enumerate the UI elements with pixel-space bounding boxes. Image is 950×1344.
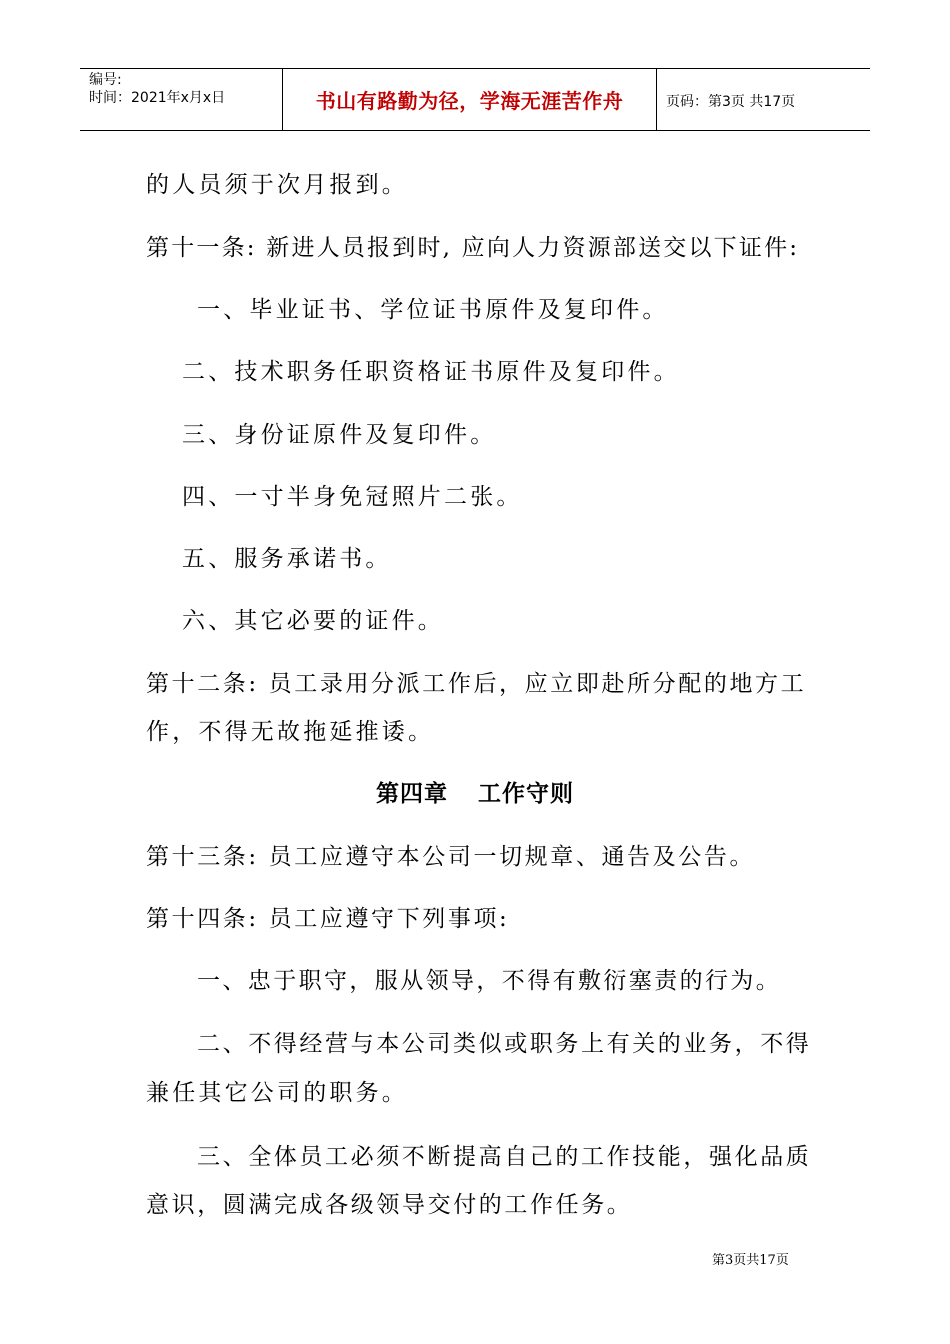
list-item: 一、毕业证书、学位证书原件及复印件。 [197,297,669,323]
list-item: 二、不得经营与本公司类似或职务上有关的业务，不得 [197,1031,812,1057]
article-12: 第十二条: 员工录用分派工作后，应立即赴所分配的地方工 [146,671,807,697]
chapter-number: 第四章 [376,780,448,807]
article-11: 第十一条: 新进人员报到时, 应向人力资源部送交以下证件: [146,235,800,261]
article-13: 第十三条: 员工应遵守本公司一切规章、通告及公告。 [146,844,756,870]
body-line: 的人员须于次月报到。 [146,172,408,198]
list-item: 四、一寸半身免冠照片二张。 [182,484,523,510]
list-item: 一、忠于职守，服从领导，不得有敷衍塞责的行为。 [197,968,782,994]
header-motto: 书山有路勤为径，学海无涯苦作舟 [315,89,624,113]
header-motto-cell [282,69,657,130]
article-14: 第十四条: 员工应遵守下列事项: [146,906,510,932]
list-item: 五、服务承诺书。 [182,546,392,572]
document-number: 编号: [89,72,122,88]
list-item: 二、技术职务任职资格证书原件及复印件。 [182,359,680,385]
chapter-title: 工作守则 [478,780,574,807]
document-header [80,68,870,131]
body-line: 意识，圆满完成各级领导交付的工作任务。 [146,1192,633,1218]
body-line: 兼任其它公司的职务。 [146,1080,408,1106]
page-footer: 第3页共17页 [712,1253,789,1268]
chapter-heading [0,775,950,808]
list-item: 三、身份证原件及复印件。 [182,422,497,448]
body-line: 作，不得无故拖延推诿。 [146,719,435,745]
header-page-cell [656,69,870,130]
list-item: 三、全体员工必须不断提高自己的工作技能，强化品质 [197,1144,812,1170]
list-item: 六、其它必要的证件。 [182,608,444,634]
header-meta-cell [80,69,282,130]
header-page-info: 页码：第3页 共17页 [666,94,796,110]
document-date: 时间：2021年x月x日 [89,90,226,106]
